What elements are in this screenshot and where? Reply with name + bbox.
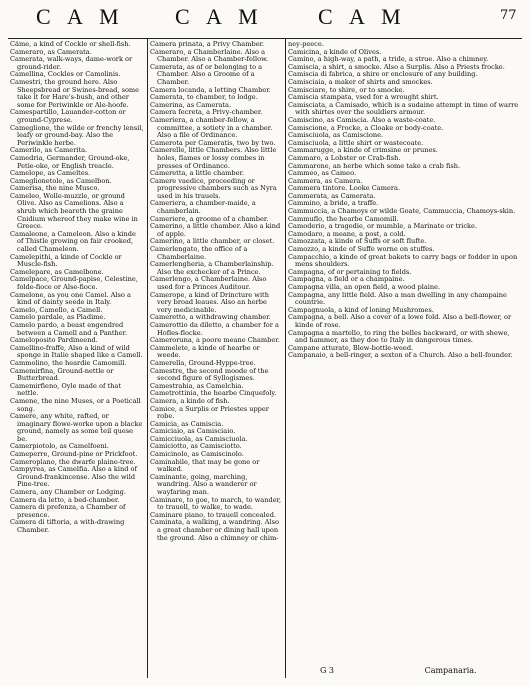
dictionary-entry: Cameroplano, the dwarfe plaine-tree. [10, 457, 136, 466]
dictionary-entry: Camerata, to chamber, to lodge. [150, 93, 258, 102]
dictionary-entry: Camodaro, a meane, a post, a cold. [288, 229, 406, 238]
dictionary-entry: Cammera tintore. Looke Camera. [288, 184, 401, 193]
dictionary-entry: Cameretta, a little chamber. [150, 169, 245, 178]
dictionary-entry: Camera prinata, a Privy Chamber. [150, 41, 265, 48]
dictionary-entry: Camino, a high-way, a path, a tride, a strue. Also a chimney. [288, 55, 489, 64]
dictionary-entry: Camiscia, a shirt, a smocke. Also a Surplis. Also a Priests frocke. [288, 62, 505, 71]
column-1 [10, 41, 144, 681]
dictionary-entry: Camicina, a kinde of Olives. [288, 47, 382, 56]
dictionary-entry: Cammeo, as Cameo. [288, 169, 357, 178]
dictionary-entry: Cameriera, a chamber-fellow, a committee, a sotiety in a chamber. Also a file of Ordinance. [150, 115, 273, 140]
dictionary-entry: Caminante, going, marching, wandring. Also a wanderer or wayfaring man. [150, 472, 257, 497]
running-header [0, 4, 530, 32]
dictionary-entry: Camelepare, as Camelbone. [10, 267, 104, 276]
dictionary-entry: Camera di prefenza, a Chamber of presence. [10, 503, 126, 519]
dictionary-entry: Cammuccia, a Chamoys or wilde Goate, Cammuccia, Chamoys-skin. [288, 207, 516, 216]
dictionary-entry: Camera, any Chamber or Lodging. [10, 488, 126, 497]
dictionary-entry: Cammarugge, a kinde of crimsine or prunes. [288, 146, 438, 155]
dictionary-entry: Camellina, Cockles or Camolinis. [10, 70, 121, 79]
dictionary-entry: Camicia, as Camiscia. [150, 419, 224, 428]
dictionary-entry: Camerottio da diletto, a chamber for a Hofles-flocke. [150, 320, 279, 337]
headword-right: C A M [318, 4, 407, 29]
dictionary-entry: Cameroruna, a poore meane Chamber. [150, 336, 280, 345]
column-3 [288, 41, 520, 681]
dictionary-entry: Camiscino, as Camiscia. Also a waste-coate. [288, 115, 436, 124]
dictionary-entry: Camene, the nine Muses, or a Poeticall song. [10, 396, 141, 413]
dictionary-entry: Camerina, as Camerata. [150, 100, 232, 109]
dictionary-entry: Camice, a Surplis or Priestes upper robe. [150, 404, 269, 421]
dictionary-entry: Camelo, Camello, a Camell. [10, 305, 103, 314]
dictionary-entry: Cameraro, a Chamberlaine. Also a Chamber. Also a Chamber-fellow. [150, 47, 269, 64]
dictionary-entry: Cammera, as Camera. [288, 176, 363, 185]
dictionary-entry: Cameriere, a groome of a chamber. [150, 214, 269, 223]
dictionary-entry: Campagna villa, an open field, a wood plaine. [288, 283, 441, 291]
column-rule-2 [285, 38, 286, 678]
dictionary-entry: Cameleo, Wolle-muzzle, or ground Olive. Also as Camelions. Also a shrub which beareth the graine Cnidium whereof they make wine in Greece. [10, 191, 138, 231]
dictionary-entry: Camiscia di fabrica, a shire or enclosure of any building. [288, 70, 478, 79]
dictionary-entry: Camisciuola, as Camiscione. [288, 131, 384, 140]
dictionary-entry: Camelope, as Cameltes. [10, 169, 91, 178]
dictionary-entry: Camera di tiftoria, a with-drawing Chamber. [10, 518, 125, 534]
dictionary-entry: Camestre, the second moode of the second figure of Syllogismes. [150, 366, 269, 383]
dictionary-entry: Campagna, of or pertaining to fields. [288, 267, 412, 276]
dictionary-entry: Campacchio, a kinde of great bakets to carry bags or fodder in upon mens shoulders. [288, 252, 518, 269]
dictionary-entry: Campagna a martello, to ring the belles backward, or with shewe, and hammer, as they doe to Italy in dangerous times. [288, 328, 510, 345]
dictionary-entry: Camisciaia, a maker of shirts and smockes. [288, 77, 433, 86]
dictionary-entry: Camestri, the ground here. Also Sheepsbread or Swines-bread, some take it for Hare's-bush, and other some for Periwinkle or Ale-hoofe. [10, 77, 140, 109]
dictionary-entry: Camelepithi, a kinde of Cockle or Muscle-fish. [10, 252, 122, 269]
dictionary-entry: Camere, any white, rafted, or imaginary flowe-worke upon a blacke ground, namely as some teil quese be. [10, 412, 143, 443]
dictionary-entry: Cammarone, an herbe which some take a crab fish. [288, 161, 461, 170]
column-2 [150, 41, 282, 681]
dictionary-entry: Camedria, Germander, Ground-oke, Petie-oke, or English treacle. [10, 153, 130, 170]
dictionary-entry: Camelo pardale, as Pladime. [10, 313, 106, 322]
dictionary-entry: Camerpiotolo, as Camelfoeni. [10, 442, 109, 451]
dictionary-entry: Camerota per Cameratis, two by two. [150, 138, 276, 147]
dictionary-entry: Camerino, a little chamber, or closet. [150, 237, 275, 246]
dictionary-entry: Camoderio, a tragedie, or mumble, a Marinate or tricke. [288, 222, 478, 231]
dictionary-entry: Camerope, a kind of Drincture with very broad leaues. Also an herbe very medicinable. [150, 290, 269, 314]
dictionary-entry: Camiciaio, as Camisciaio. [150, 427, 236, 436]
dictionary-entry: Camera fecreta, a Privy-chamber. [150, 108, 263, 117]
dictionary-entry: Camaleone, a Cameleon. Also a kinde of Thistle growing on fair crooked, called Chameleon. [10, 229, 136, 254]
dictionary-entry: Cametrottinia, the hearbe Cinquefoly. [150, 389, 277, 398]
dictionary-entry: Camiscia stampata, vsed for a wrought shirt. [288, 93, 439, 102]
dictionary-entry: Camerlengo, a Chamberlaine. Also used for a Princes Auditour. [150, 275, 267, 291]
dictionary-entry: Cammelete, a kinde of hearbe or weede. [150, 343, 260, 360]
dictionary-entry: Camerata, as of or belonging to a Chamber. Also a Groome of a Chamber. [150, 62, 263, 86]
dictionary-entry: Camespartillo, Lauander-cotton or ground-Cyprese. [10, 108, 126, 124]
dictionary-entry: Camerlengheria, a Chamberlainship. Also the exchecker of a Prince. [150, 260, 274, 276]
header-rule [8, 38, 522, 39]
dictionary-entry: Campagnuola, a kind of loning Mushromes. [288, 305, 434, 314]
dictionary-entry: Camera locanda, a letting Chamber. [150, 85, 271, 94]
dictionary-entry: Cameperre, Ground-pine or Prickfoot. [10, 450, 138, 459]
dictionary-entry: Cameglione, the wilde or frenchy lensil, leafy or ground-bay. Also the Periwinkle herbe. [10, 123, 144, 147]
dictionary-entry: Cameraro, as Camerata. [10, 47, 92, 56]
signature-mark: G 3 [320, 666, 335, 675]
dictionary-entry: Camiscione, a Frocke, a Cloake or body-coate. [288, 123, 444, 132]
dictionary-entry: Camemirfina, Ground-nettle or Butterbread. [10, 366, 114, 383]
dictionary-entry: Caminata, a walking, a wandring. Also a great chamber or dining hall upon the ground. Also a chimney or chim- [150, 518, 279, 542]
dictionary-entry: Cammino, a bride, a traffe. [288, 199, 379, 208]
dictionary-entry: Campagna, a field or a champaine. [288, 275, 405, 284]
dictionary-entry: Camisciare, to shire, or to smocke. [288, 85, 405, 94]
dictionary-entry: Camiciotto, as Camisciotto. [150, 442, 242, 451]
dictionary-entry: Câme, a kind of Cockle or shell-fish. [10, 41, 131, 48]
dictionary-entry: Camelone, as you one Camel. Also a kind of dainty seede in Italy. [10, 290, 131, 307]
dictionary-entry: Cammuflo, the hearbe Camomill. [288, 214, 399, 223]
dictionary-entry: Cameriera, a chamber-maide, a chamberlain. [150, 199, 256, 216]
dictionary-entry: Camelo pardo, a beast engendred between a Camell and a Panther. [10, 320, 128, 337]
dictionary-entry: Camisciuola, a little shirt or wastecoate. [288, 138, 424, 147]
dictionary-entry: Campyrea, as Camelfia. Also a kind of Ground-frankincense. Also the wild Pine-tree. [10, 465, 137, 489]
dictionary-entry: Camerelle, little Chambers. Also little holes, flames or lossy combes in presses of Ordinance. [150, 146, 277, 170]
dictionary-entry: Camicinolo, as Camiscinolo. [150, 450, 244, 459]
column-rule-1 [147, 38, 148, 678]
headword-left: C A M [36, 4, 125, 29]
dictionary-entry: Cammerata, as Camerata. [288, 191, 376, 200]
dictionary-entry: Camestrahia, as Camelchia. [150, 381, 244, 390]
dictionary-entry: Camellino-fraffe, Also a kind of wild sponge in Italie shaped like a Camell. [10, 343, 143, 360]
dictionary-entry: Camerlengato, the office of a Chamberlaine. [150, 245, 248, 261]
dictionary-entry: Camera da letto, a bed-chamber. [10, 495, 120, 504]
dictionary-entry: Camera, a kinde of fish. [150, 396, 230, 405]
dictionary-entry: Camisciata, a Camisado, which is a sudaine attempt in time of warre with shirtes over the souldiers armour. [288, 100, 519, 117]
dictionary-entry: Camelpace, Ground-papise, Celestine, folde-fioce or Alse-fioce. [10, 275, 138, 291]
dictionary-entry: Cammolino, the heardie Camomill. [10, 358, 127, 367]
dictionary-entry: Camicciuola, as Camisciuola. [150, 434, 248, 443]
dictionary-entry: Campanaio, a bell-ringer, a sexton of a Church. Also a bell-founder. [288, 351, 513, 360]
dictionary-entry: Caminabile, that may be gone or walked. [150, 457, 260, 474]
dictionary-entry: Camozzo, a kinde of Suffe worne on stuffes. [288, 245, 435, 254]
dictionary-entry: Camozzata, a kinde of Suffs or soft flufte. [288, 237, 427, 246]
dictionary-entry: Campane atturate, Blew-bottle-weed. [288, 343, 414, 352]
dictionary-entry: Campagna, any little field. Also a man dwelling in any champaine countrie. [288, 290, 507, 307]
dictionary-entry: Cameretto, a withdrawing chamber. [150, 313, 271, 322]
dictionary-entry: Camerino, a little chamber. Also a kind of apple. [150, 222, 281, 238]
dictionary-entry: Camerisa, the nine Musco. [10, 184, 100, 193]
dictionary-entry: ney-peece. [288, 41, 324, 48]
dictionary-entry: Caminare, to goe, to march, to wander, to trauell, to walke, to wade. [150, 495, 282, 512]
catchword: Campanaria. [424, 666, 477, 675]
dictionary-entry: Camerella, Ground-Hyppe-tree. [150, 358, 256, 367]
dictionary-entry: Cammaro, a Lobster or Crab-fish. [288, 153, 401, 162]
dictionary-entry: Cameglionetole, as Camelbon. [10, 176, 112, 185]
dictionary-entry: Camerilo, as Camerita. [10, 146, 88, 155]
dictionary-entry: Camerata, walk-ways, dame-work or ground-rider. [10, 55, 133, 71]
dictionary-entry: Caminare piano, to trauell concealed. [150, 510, 277, 519]
dictionary-entry: Camere vaedice, proceeding or progressive chambers such as Nyra used in his trauels. [150, 176, 277, 200]
dictionary-entry: Camemirfieno, Oyle made of that nettle. [10, 381, 121, 398]
page-number: 77 [500, 8, 517, 23]
headword-center: C A M [175, 4, 264, 29]
page-footer [320, 666, 477, 675]
dictionary-entry: Cameloposito Pardineend. [10, 336, 98, 345]
dictionary-entry: Campagna, a bell. Also a cover of a lowe fold. Also a bell-flower, or kinde of rose. [288, 313, 512, 329]
